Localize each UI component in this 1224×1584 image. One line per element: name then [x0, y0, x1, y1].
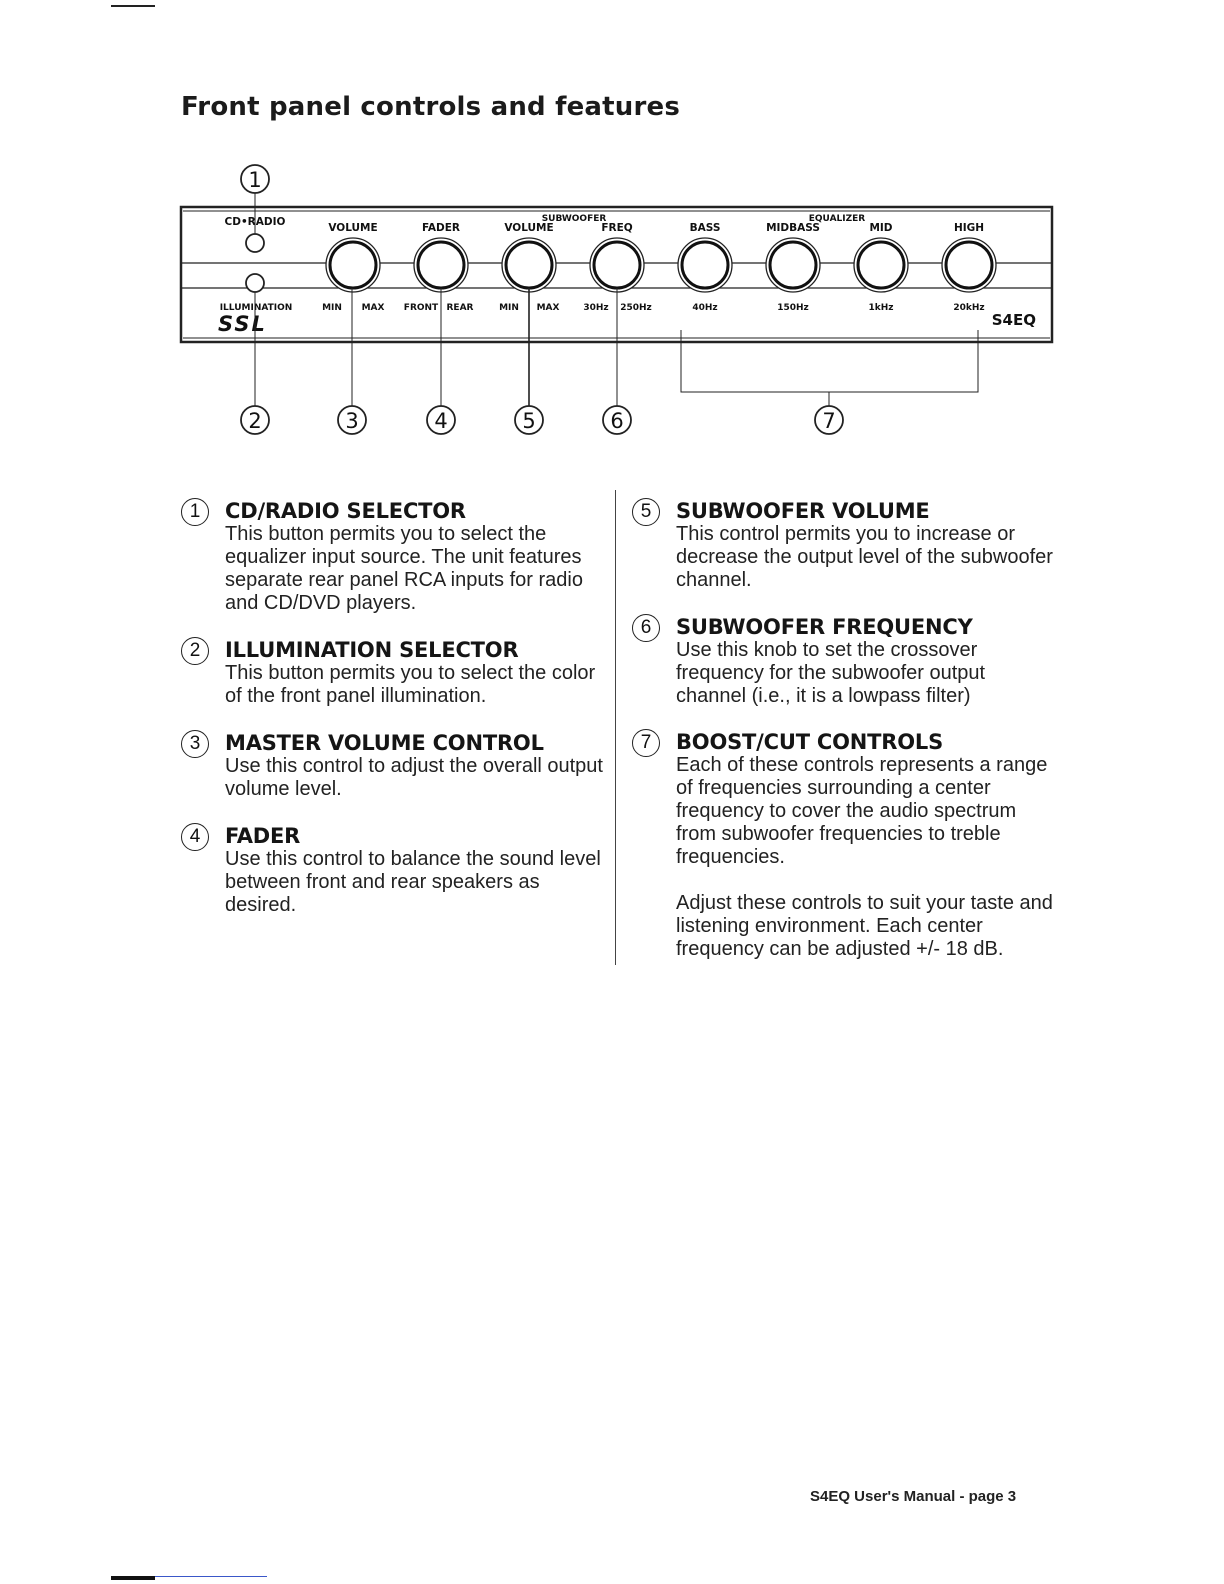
item-body: Each of these controls represents a range of frequencies surrounding a center frequency to cover the audio spectrum from subwoofer frequencies to treble frequencies.: [676, 754, 1048, 868]
range-label: MIN: [322, 303, 342, 313]
knob-label-bass: BASS: [689, 222, 721, 234]
knob-label-volume: VOLUME: [328, 222, 378, 234]
cd-radio-button[interactable]: [246, 234, 264, 252]
brand-logo: SSL: [218, 312, 267, 336]
page-title: Front panel controls and features: [181, 92, 681, 122]
range-label: MAX: [536, 303, 560, 313]
item-body: This control permits you to increase or decrease the output level of the subwoofer channel.: [676, 523, 1053, 591]
number-badge: 6: [632, 614, 660, 642]
svg-text:3: 3: [345, 409, 359, 433]
range-label: 30Hz: [583, 303, 609, 313]
item-title: MASTER VOLUME CONTROL: [225, 731, 544, 755]
item-body: Use this knob to set the crossover frequency for the subwoofer output channel (i.e., it is a lowpass filter): [676, 639, 986, 707]
item-body: Use this control to adjust the overall output volume level.: [225, 755, 603, 800]
knob-sub-volume[interactable]: [502, 238, 556, 292]
equalizer-group-label: EQUALIZER: [808, 214, 866, 224]
bottom-rule: [111, 1576, 155, 1580]
range-label: FRONT: [403, 303, 439, 313]
item-title: FADER: [225, 824, 301, 848]
item-body-secondary: Adjust these controls to suit your taste and listening environment. Each center frequency can be adjusted +/- 18 dB.: [676, 892, 1053, 960]
item-body: This button permits you to select the equalizer input source. The unit features separate rear panel RCA inputs for radio and CD/DVD players.: [225, 523, 583, 614]
knob-volume[interactable]: [326, 238, 380, 292]
callout-6: [603, 406, 631, 434]
callout-4: [427, 406, 455, 434]
item-title: CD/RADIO SELECTOR: [225, 499, 466, 523]
range-label: 1kHz: [868, 303, 894, 313]
front-panel-diagram: [0, 150, 1224, 450]
knob-label-high: HIGH: [953, 222, 985, 234]
knob-label-fader: FADER: [421, 222, 461, 234]
svg-text:6: 6: [610, 409, 624, 433]
callout-3: [338, 406, 366, 434]
model-label: S4EQ: [991, 311, 1036, 329]
number-badge: 3: [181, 730, 209, 758]
range-label: 40Hz: [692, 303, 718, 313]
item-body: This button permits you to select the color of the front panel illumination.: [225, 662, 596, 707]
knob-label-mid: MID: [869, 222, 893, 234]
svg-text:4: 4: [434, 409, 448, 433]
callout-1: [241, 165, 269, 193]
item-title: ILLUMINATION SELECTOR: [225, 638, 519, 662]
range-label: 250Hz: [620, 303, 652, 313]
top-rule: [111, 5, 155, 7]
knob-sub-freq[interactable]: [590, 238, 644, 292]
number-badge: 5: [632, 498, 660, 526]
page-footer: S4EQ User's Manual - page 3: [810, 1488, 1017, 1505]
number-badge: 1: [181, 498, 209, 526]
range-label: REAR: [446, 303, 474, 313]
number-badge: 4: [181, 823, 209, 851]
range-label: 150Hz: [777, 303, 809, 313]
knob-midbass[interactable]: [766, 238, 820, 292]
knob-label-sub-freq: FREQ: [601, 222, 633, 234]
number-badge: 7: [632, 729, 660, 757]
knob-label-midbass: MIDBASS: [766, 222, 820, 234]
range-label: MIN: [499, 303, 519, 313]
svg-text:5: 5: [522, 409, 536, 433]
illumination-button[interactable]: [246, 274, 264, 292]
range-label: 20kHz: [953, 303, 985, 313]
bracket-7: [681, 330, 978, 392]
cd-radio-label: CD•RADIO: [224, 216, 286, 228]
range-label: MAX: [361, 303, 385, 313]
svg-text:7: 7: [822, 409, 836, 433]
callout-2: [241, 406, 269, 434]
subwoofer-group-label: SUBWOOFER: [541, 214, 607, 224]
item-title: SUBWOOFER VOLUME: [676, 499, 930, 523]
number-badge: 2: [181, 637, 209, 665]
item-title: BOOST/CUT CONTROLS: [676, 730, 944, 754]
knob-mid[interactable]: [854, 238, 908, 292]
knob-bass[interactable]: [678, 238, 732, 292]
callout-7: [815, 406, 843, 434]
item-title: SUBWOOFER FREQUENCY: [676, 615, 973, 639]
knob-label-sub-volume: VOLUME: [504, 222, 554, 234]
illumination-label: ILLUMINATION: [219, 303, 293, 313]
item-body: Use this control to balance the sound level between front and rear speakers as desired.: [225, 848, 601, 916]
svg-text:1: 1: [248, 168, 262, 192]
column-divider: [615, 490, 616, 965]
svg-text:2: 2: [248, 409, 262, 433]
callout-5: [515, 406, 543, 434]
knob-fader[interactable]: [414, 238, 468, 292]
knob-high[interactable]: [942, 238, 996, 292]
bottom-link-underline: [155, 1576, 267, 1577]
